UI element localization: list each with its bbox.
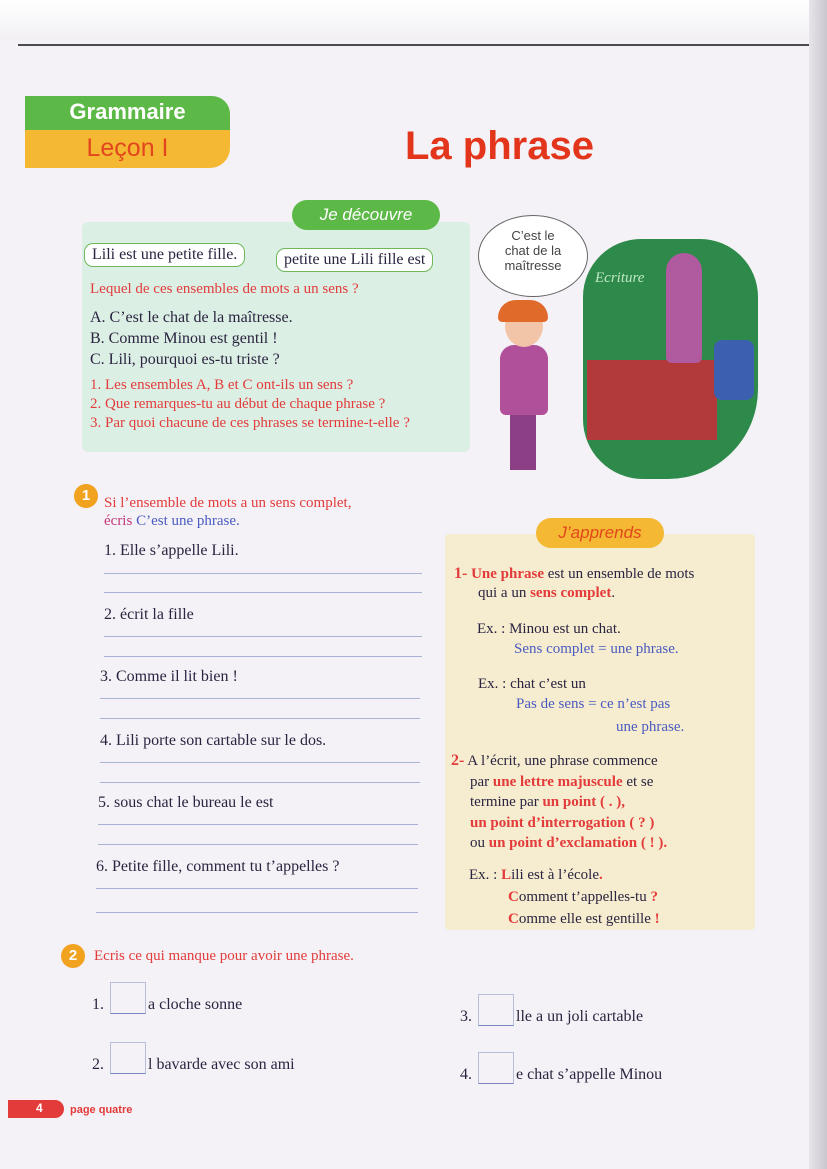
rule-2-text: A l’écrit, une phrase commence [467, 753, 658, 769]
exercise-2-instruction: Ecris ce qui manque pour avoir une phrase. [94, 948, 354, 964]
exercise-2-item-4 [460, 1052, 662, 1084]
item-number: 1. [92, 996, 104, 1013]
rule-2-line-2 [470, 773, 653, 792]
item-number: 4. [460, 1066, 472, 1083]
rule-1-text: est un ensemble de mots [544, 566, 695, 582]
answer-line[interactable] [98, 824, 418, 825]
item-text: a cloche sonne [148, 996, 243, 1013]
rule-1-example-2-result-2: une phrase. [616, 719, 685, 735]
page-title: La phrase [405, 124, 594, 168]
rule-2 [451, 751, 658, 771]
top-rule [18, 44, 824, 46]
rule-2-text-3: et se [622, 774, 654, 790]
rule-2-text-5: ou [470, 835, 489, 851]
letter-gap-input[interactable] [110, 1042, 146, 1074]
rule-1-number: 1- [454, 565, 468, 582]
example-capital: C [508, 911, 519, 927]
rule-2-exclamation: un point d’exclamation ( ! ). [488, 835, 668, 851]
answer-line[interactable] [104, 573, 422, 574]
decouvre-question: Lequel de ces ensembles de mots a un sens ? [90, 281, 359, 297]
example-prefix: Ex. : [469, 867, 502, 883]
letter-gap-input[interactable] [478, 994, 514, 1026]
section-label: Grammaire [69, 99, 186, 124]
item-text: l bavarde avec son ami [148, 1056, 295, 1073]
example-question-mark: ? [650, 889, 658, 905]
decouvre-badge: Je découvre [292, 200, 440, 230]
answer-line[interactable] [96, 912, 418, 913]
exercise-1-item-4: 4. Lili porte son cartable sur le dos. [100, 732, 327, 749]
bubble-line-1: C’est le [511, 228, 555, 243]
chair-image [714, 340, 754, 400]
rule-1-line-2 [478, 584, 615, 603]
rule-2-point: un point ( . ), [542, 794, 625, 810]
exercise-1-instruction: Si l’ensemble de mots a un sens complet, [104, 495, 352, 511]
sentence-b: B. Comme Minou est gentil ! [90, 330, 278, 347]
rule-1-example-1-result: Sens complet = une phrase. [514, 641, 679, 657]
exercise-1-instruction-2 [104, 513, 240, 530]
letter-gap-input[interactable] [110, 982, 146, 1014]
apprends-badge: J’apprends [536, 518, 664, 548]
rule-1-term: Une phrase [471, 566, 544, 582]
instruction-ecris: écris [104, 513, 137, 529]
teacher-figure [666, 253, 702, 363]
bubble-line-3: maîtresse [504, 258, 562, 273]
exercise-1-item-2: 2. écrit la fille [104, 606, 194, 623]
example-capital: C [508, 889, 519, 905]
exercise-2-item-2 [92, 1042, 295, 1074]
item-number: 3. [460, 1008, 472, 1025]
example-text: ili est à l’école [511, 867, 599, 883]
item-text: lle a un joli cartable [516, 1008, 644, 1025]
girl-figure-body [500, 345, 548, 415]
page-number-word: page quatre [70, 1104, 133, 1116]
rule-1-example-2-result: Pas de sens = ce n’est pas [516, 696, 671, 712]
rule-2-number: 2- [451, 752, 465, 769]
exercise-1-item-3: 3. Comme il lit bien ! [100, 668, 238, 685]
answer-line[interactable] [98, 844, 418, 845]
girl-figure-hair [498, 300, 548, 322]
answer-line[interactable] [100, 698, 420, 699]
exercise-1-item-1: 1. Elle s’appelle Lili. [104, 542, 239, 559]
example-pill-sentence: Lili est une petite fille. [84, 243, 245, 267]
subquestion-3: 3. Par quoi chacune de ces phrases se termine-t-elle ? [90, 415, 410, 431]
example-sentences [90, 307, 293, 370]
rule-1-example-1: Ex. : Minou est un chat. [477, 621, 621, 637]
rule-2-interrogation: un point d’interrogation ( ? ) [470, 815, 655, 831]
exercise-1-number: 1 [74, 484, 98, 508]
page-top-margin [0, 0, 827, 40]
item-number: 2. [92, 1056, 104, 1073]
blackboard-writing: Ecriture [595, 270, 645, 286]
rule-2-example-1 [469, 866, 603, 885]
rule-2-line-5 [470, 834, 667, 853]
exercise-1-item-5: 5. sous chat le bureau le est [98, 794, 274, 811]
example-text: omme elle est gentille [518, 911, 655, 927]
sentence-a: A. C’est le chat de la maîtresse. [90, 309, 293, 326]
rule-2-example-3 [508, 910, 660, 929]
page-edge-shadow [809, 0, 827, 1169]
rule-1-term-2: sens complet [530, 585, 612, 601]
rule-2-line-3 [470, 793, 625, 812]
rule-1 [454, 564, 694, 584]
example-pill-words: petite une Lili fille est [276, 248, 433, 272]
exercise-1-item-6: 6. Petite fille, comment tu t’appelles ? [96, 858, 340, 875]
rule-1-period: . [611, 585, 616, 601]
subquestion-2: 2. Que remarques-tu au début de chaque phrase ? [90, 396, 386, 412]
rule-2-majuscule: une lettre majuscule [492, 774, 623, 790]
decouvre-subquestions [90, 376, 410, 433]
exercise-2-item-3 [460, 994, 643, 1026]
page-number: 4 [36, 1101, 43, 1115]
answer-line[interactable] [100, 782, 420, 783]
answer-line[interactable] [100, 718, 420, 719]
rule-1-text-2: qui a un [478, 585, 531, 601]
instruction-cest-une-phrase: C’est une phrase. [136, 513, 240, 529]
desk-image [587, 360, 717, 440]
sentence-c: C. Lili, pourquoi es-tu triste ? [90, 351, 280, 368]
answer-line[interactable] [96, 888, 418, 889]
rule-1-example-2: Ex. : chat c’est un [478, 676, 586, 692]
answer-line[interactable] [100, 762, 420, 763]
answer-line[interactable] [104, 656, 422, 657]
example-capital: L [501, 867, 512, 883]
bubble-line-2: chat de la [504, 243, 562, 258]
example-period: . [599, 867, 603, 883]
lesson-label: Leçon I [86, 134, 169, 162]
exercise-2-item-1 [92, 982, 242, 1014]
rule-2-example-2 [508, 888, 658, 907]
answer-line[interactable] [104, 592, 422, 593]
exercise-2-number: 2 [61, 944, 85, 968]
girl-figure-legs [510, 412, 536, 470]
example-text: omment t’appelles-tu [518, 889, 651, 905]
item-text: e chat s’appelle Minou [516, 1066, 663, 1083]
answer-line[interactable] [104, 636, 422, 637]
rule-2-text-4: termine par [470, 794, 543, 810]
rule-2-text-2: par [470, 774, 493, 790]
example-exclamation-mark: ! [654, 911, 660, 927]
speech-bubble-text [488, 228, 578, 273]
subquestion-1: 1. Les ensembles A, B et C ont-ils un sens ? [90, 377, 354, 393]
letter-gap-input[interactable] [478, 1052, 514, 1084]
